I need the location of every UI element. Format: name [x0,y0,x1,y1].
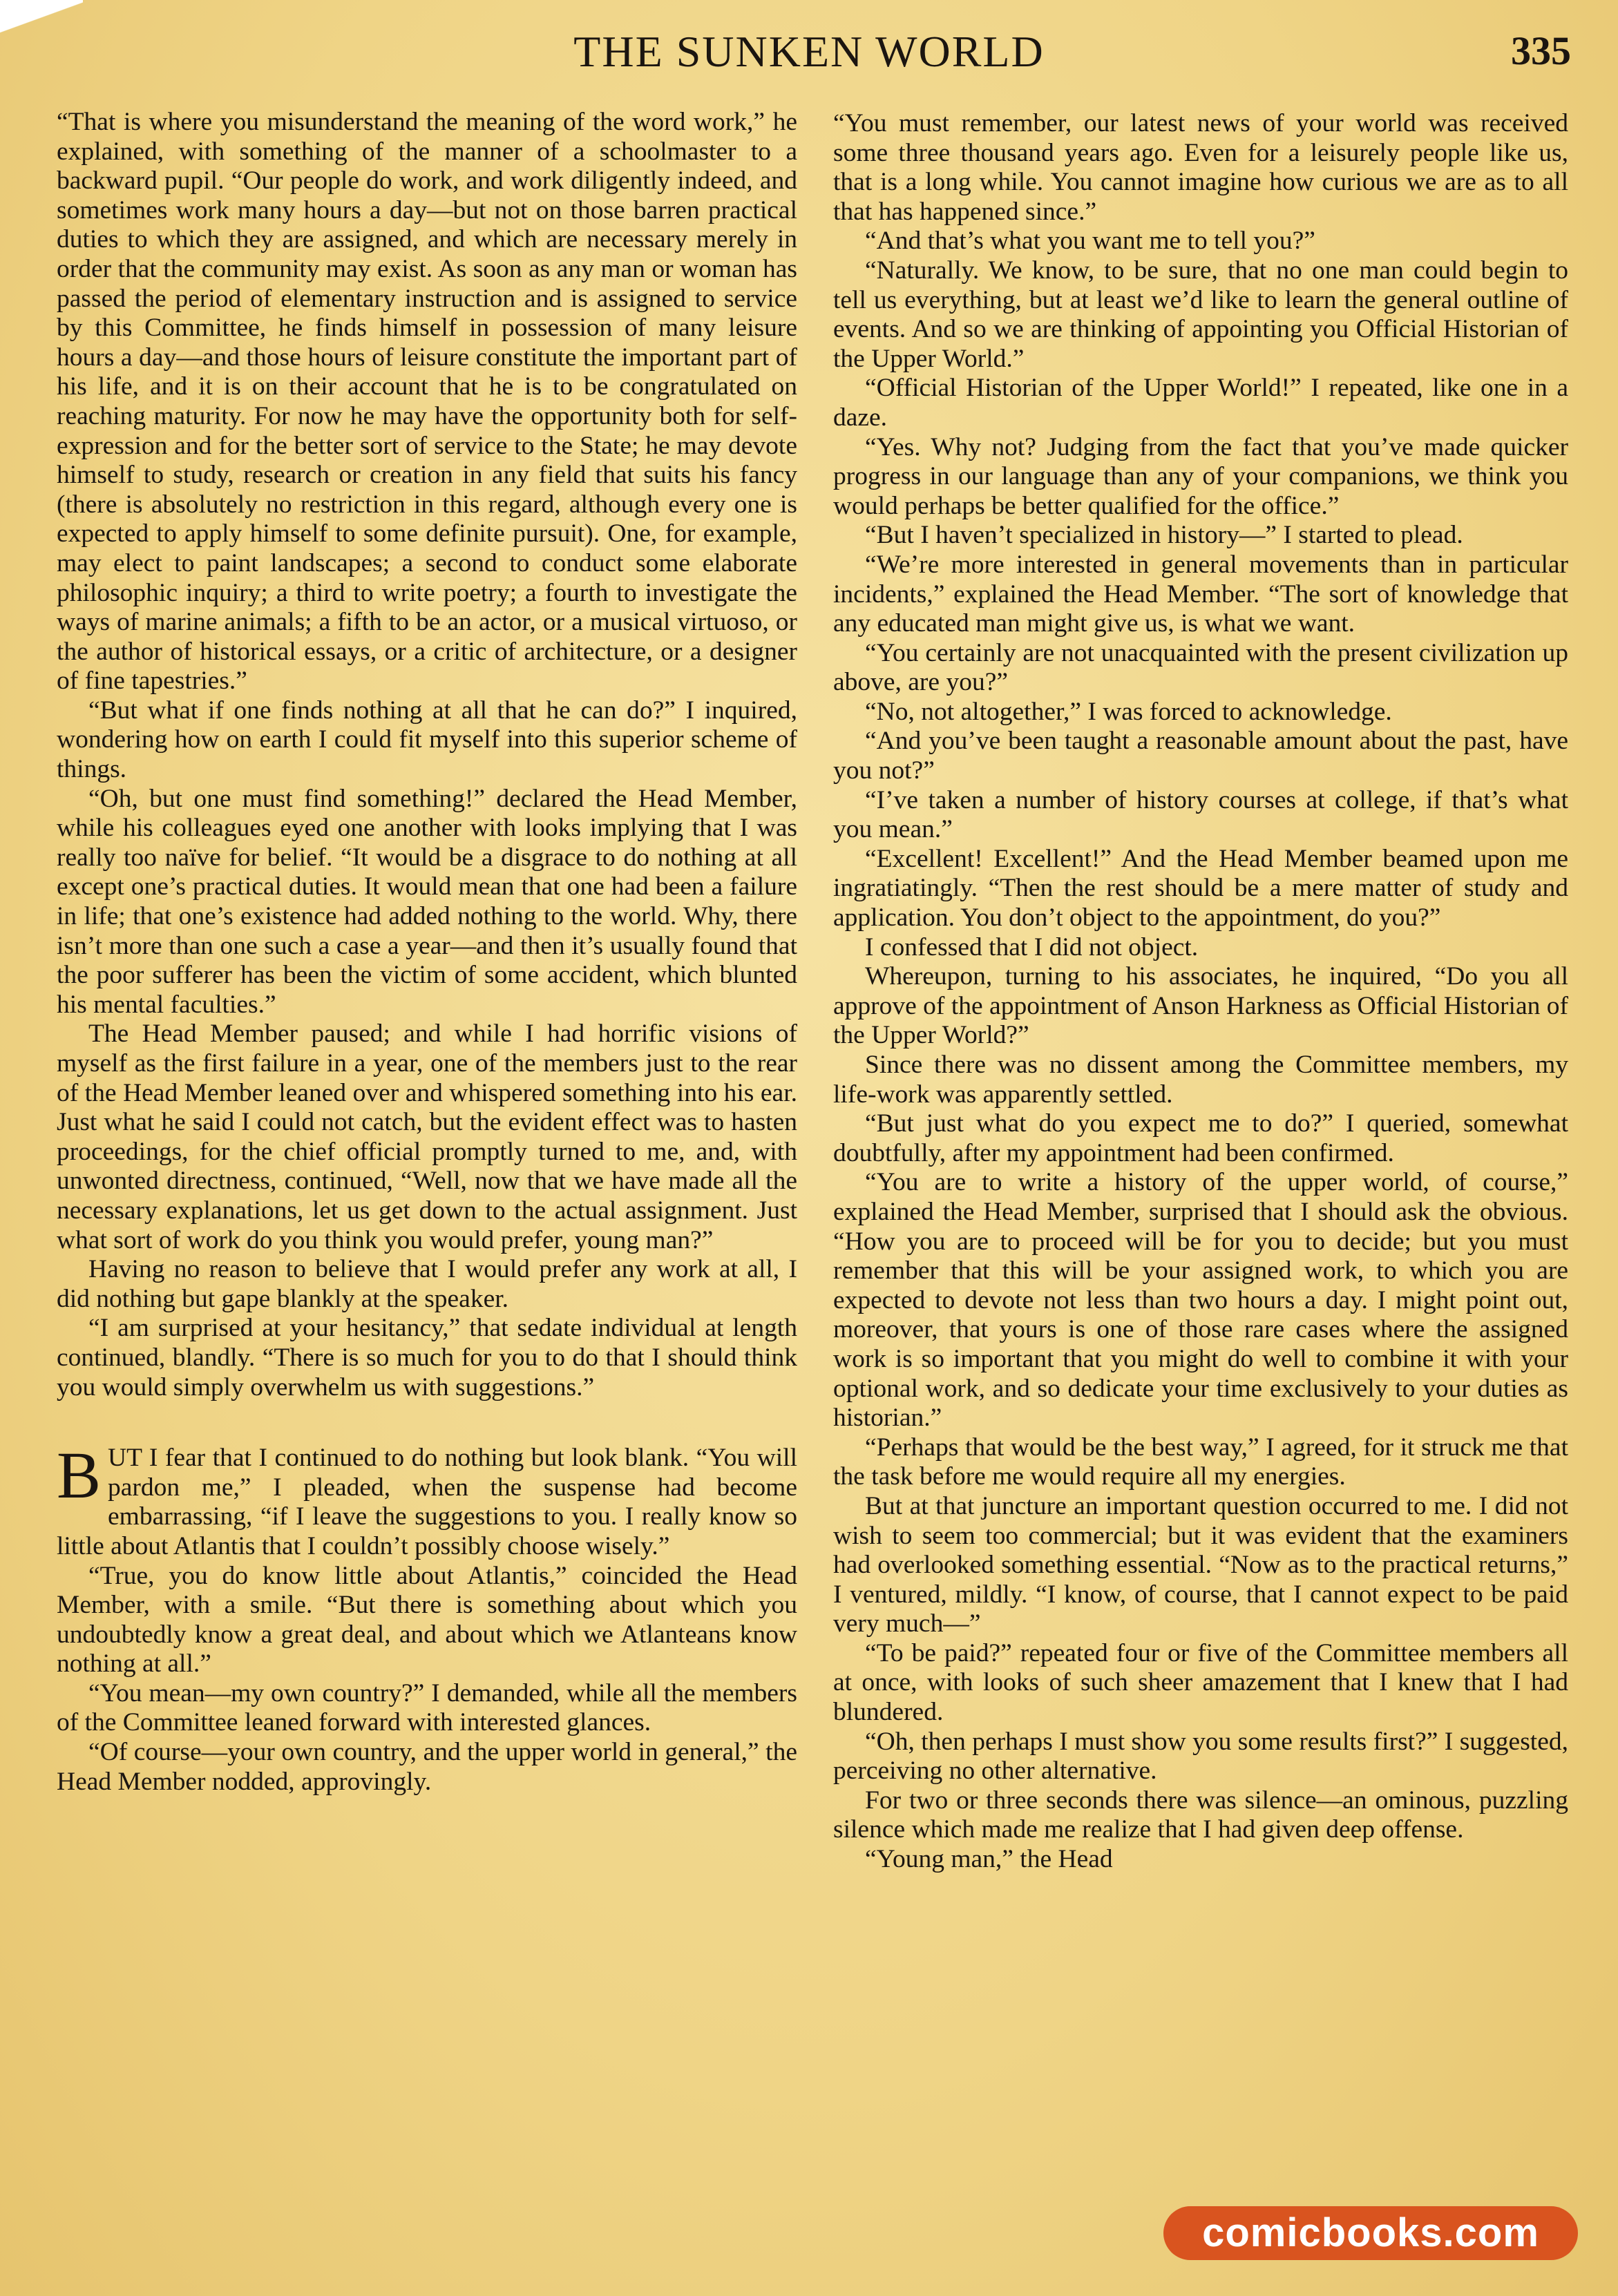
paragraph: “But what if one finds nothing at all that he can do?” I inquired, wondering how on earth I could fit myself into this superior scheme of things. [57,696,797,784]
paragraph: But at that juncture an important question occurred to me. I did not wish to seem too commercial; but it was evident that the examiners had overlooked something essential. “Now as to the practical returns,” I ventured, mildly. “I know, of course, that I cannot expect to be paid very much—” [833,1491,1568,1638]
paragraph: Since there was no dissent among the Committee members, my life-work was apparently settled. [833,1051,1568,1109]
drop-cap: B [57,1438,102,1513]
paragraph: “You are to write a history of the upper world, of course,” explained the Head Member, surprised that I should ask the obvious. “How you are to proceed will be for you to decide; but you must remember that this will be your assigned work, to which you are expected to devote not less than two hours a day. I might point out, moreover, that yours is one of those rare cases where the assigned work is so important that you might do well to combine it with your optional work, and so dedicate your time exclusively to your duties as historian.” [833,1168,1568,1433]
paragraph: “That is where you misunderstand the meaning of the word work,” he explained, with something of the manner of a schoolmaster to a backward pupil. “Our people do work, and work diligently indeed, and sometimes work many hours a day—but not on those barren practical duties to which they are assigned, and which are necessary merely in order that the community may exist. As soon as any man or woman has passed the period of elementary instruction and is assigned to service by this Committee, he finds himself in possession of many leisure hours a day—and those hours of leisure constitute the important part of his life, and it is on their account that he is to be congratulated on reaching maturity. For now he may have the opportunity both for self-expression and for the better sort of service to the State; he may devote himself to study, research or creation in any field that suits his fancy (there is absolutely no restriction in this regard, although every one is expected to apply himself to some definite pursuit). One, for example, may elect to paint landscapes; a second to conduct some elaborate philosophic inquiry; a third to write poetry; a fourth to investigate the ways of marine animals; a fifth to be an actor, or a musical virtuoso, or the author of historical essays, or a critic of architecture, or a designer of fine tapestries.” [57,108,797,696]
paragraph: I confessed that I did not object. [865,932,1199,962]
paragraph: “Oh, then perhaps I must show you some results first?” I suggested, perceiving no other alternative. [833,1727,1568,1786]
paragraph: “To be paid?” repeated four or five of the Committee members all at once, with looks of such sheer amazement that I knew that I had blundered. [833,1638,1568,1727]
right-column [833,109,1568,1875]
paragraph: “You certainly are not unacquainted with the present civilization up above, are you?” [833,638,1568,697]
section-break [57,1402,797,1444]
paragraph: “You mean—my own country?” I demanded, while all the members of the Committee leaned forward with interested glances. [57,1678,797,1737]
paragraph: “Oh, but one must find something!” declared the Head Member, while his colleagues eyed one another with looks implying that I was really too naïve for belief. “It would be a disgrace to do nothing at all except one’s practical duties. It would mean that one had been a failure in life; that one’s existence had added nothing to the world. Why, there isn’t more than one such a case a year—and then it’s usually found that the poor sufferer has been the victim of some accident, which blunted his mental faculties.” [57,784,797,1019]
page-number: 335 [1511,28,1571,73]
paragraph: “Official Historian of the Upper World!” I repeated, like one in a daze. [833,374,1568,432]
paragraph: “I am surprised at your hesitancy,” that sedate individual at length continued, blandly. “There is so much for you to do that I should think you would simply overwhelm us with suggestions.” [57,1314,797,1401]
paragraph: “No, not altogether,” I was forced to acknowledge. [865,697,1392,726]
paragraph: “I’ve taken a number of history courses at college, if that’s what you mean.” [833,785,1568,844]
paragraph: Whereupon, turning to his associates, he inquired, “Do you all approve of the appointment of Anson Harkness as Official Historian of the Upper World?” [833,962,1568,1050]
paragraph: The Head Member paused; and while I had horrific visions of myself as the first failure in a year, one of the members just to the rear of the Head Member leaned over and whispered something into his ear. Just what he said I could not catch, but the evident effect was to hasten proceedings, for the chief official promptly turned to me, and, with unwonted directness, continued, “Well, now that we have made all the necessary explanations, let us get down to the actual assignment. Just what sort of work do you think you would prefer, young man?” [57,1020,797,1254]
paragraph: “But just what do you expect me to do?” I queried, somewhat doubtfully, after my appointment had been confirmed. [833,1109,1568,1167]
paragraph: “And that’s what you want me to tell you?” [865,227,1315,256]
paragraph-dropcap [57,1438,797,1561]
paragraph: “Of course—your own country, and the upper world in general,” the Head Member nodded, approvingly. [57,1738,797,1796]
paragraph: “But I haven’t specialized in history—” I started to plead. [865,521,1463,550]
paragraph: For two or three seconds there was silence—an ominous, puzzling silence which made me realize that I had given deep offense. [833,1786,1568,1844]
paragraph: “Yes. Why not? Judging from the fact that you’ve made quicker progress in our language than any of your companions, we think you would perhaps be better qualified for the office.” [833,432,1568,520]
paragraph: “Naturally. We know, to be sure, that no one man could begin to tell us everything, but at least we’d like to learn the general outline of events. And so we are thinking of appointing you Official Historian of the Upper World.” [833,256,1568,373]
left-column [57,108,797,1797]
paragraph: “And you’ve been taught a reasonable amount about the past, have you not?” [833,727,1568,785]
comicbooks-watermark: comicbooks.com [1163,2206,1578,2260]
running-title: THE SUNKEN WORLD [573,27,1045,76]
paragraph: “We’re more interested in general movements than in particular incidents,” explained the Head Member. “The sort of knowledge that any educated man might give us, is what we want. [833,550,1568,638]
paragraph: “Perhaps that would be the best way,” I agreed, for it struck me that the task before me would require all my energies. [833,1433,1568,1491]
paragraph: “Excellent! Excellent!” And the Head Member beamed upon me ingratiatingly. “Then the rest should be a mere matter of study and application. You don’t object to the appointment, do you?” [833,844,1568,932]
paragraph: “Young man,” the Head [865,1845,1113,1874]
dropcap-paragraph-text: UT I fear that I continued to do nothing but look blank. “You will pardon me,” I pleaded, when the suspense had become embarrassing, “if I leave the suggestions to you. I really know so little about Atlantis that I couldn’t possibly choose wisely.” [57,1444,797,1560]
paragraph: Having no reason to believe that I would prefer any work at all, I did nothing but gape blankly at the speaker. [57,1255,797,1313]
paragraph: “True, you do know little about Atlantis,” coincided the Head Member, with a smile. “But there is something about which you undoubtedly know a great deal, and about which we Atlanteans know nothing at all.” [57,1561,797,1678]
paragraph: “You must remember, our latest news of your world was received some three thousand years ago. Even for a leisurely people like us, that is a long while. You cannot imagine how curious we are as to all that has happened since.” [833,109,1568,226]
